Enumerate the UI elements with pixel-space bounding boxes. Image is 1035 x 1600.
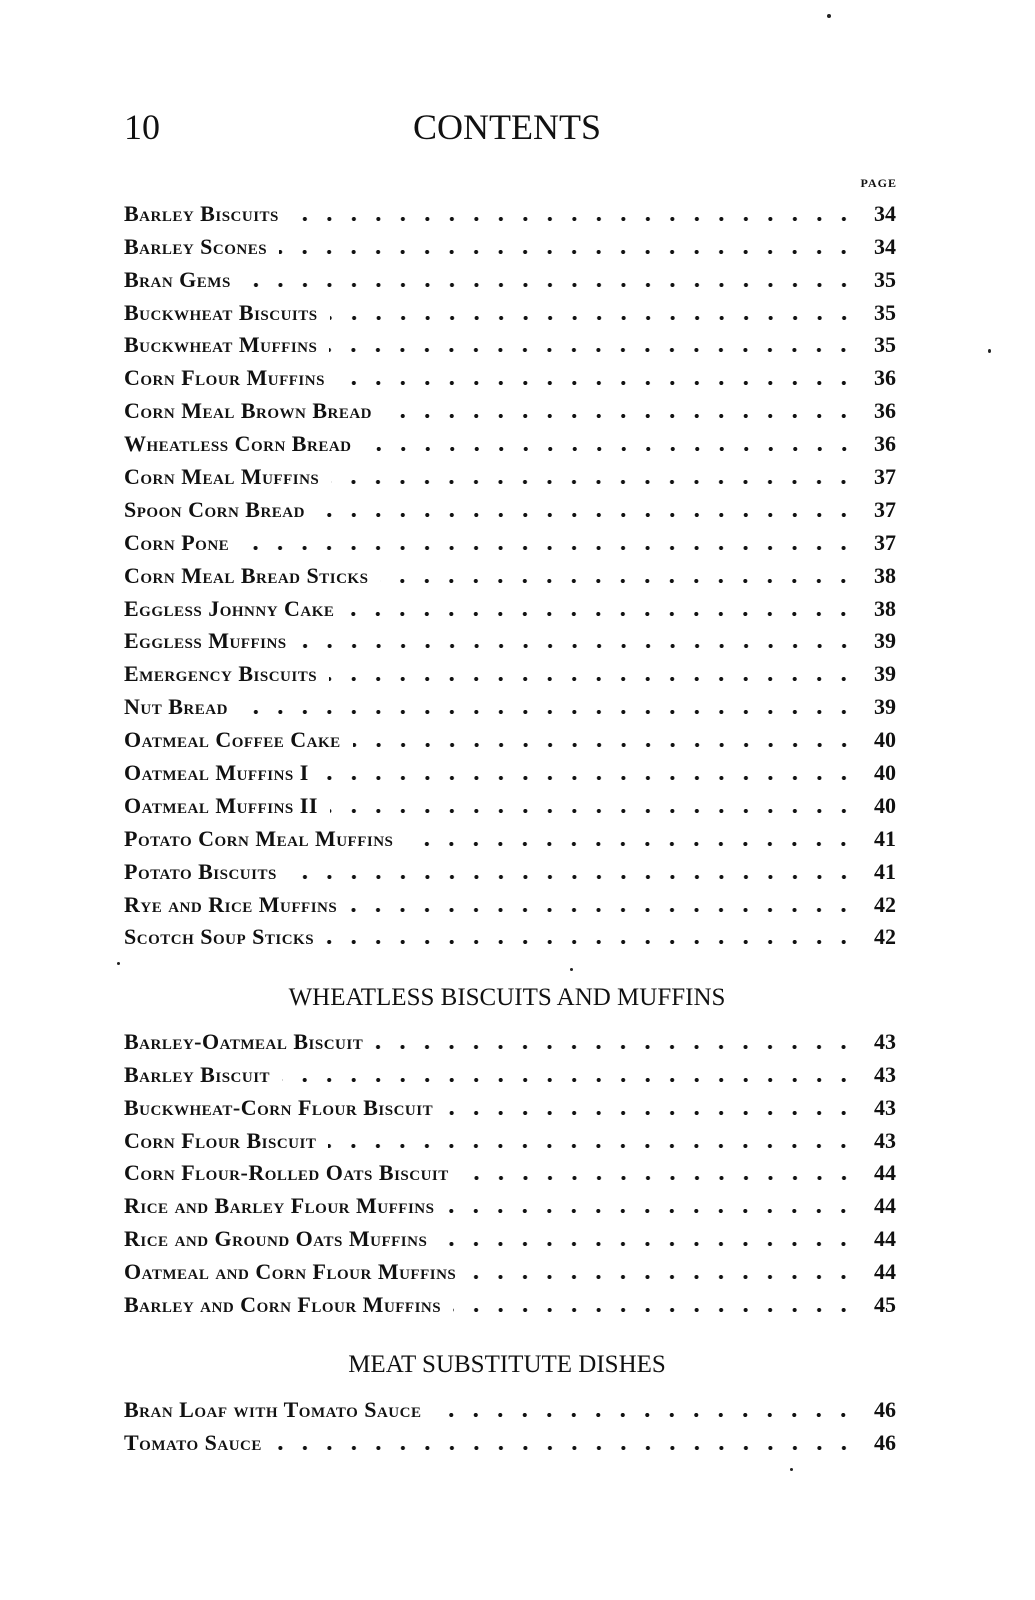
- contents-entry: [124, 358, 896, 391]
- dot-leader: [328, 1143, 856, 1149]
- entry-title: Rice and Barley Flour Muffins: [124, 1193, 435, 1219]
- dot-leader: [364, 446, 857, 452]
- contents-list: [124, 1390, 896, 1456]
- contents-entry: [124, 885, 896, 918]
- contents-entry: [124, 1088, 896, 1121]
- entry-page-number: 41: [874, 858, 896, 884]
- entry-title: Buckwheat Muffins: [124, 332, 318, 358]
- entry-page-number: 35: [874, 299, 896, 325]
- dot-leader: [433, 1412, 856, 1418]
- entry-title: Corn Flour Muffins: [124, 365, 325, 391]
- contents-list: [124, 1022, 896, 1318]
- entry-page-number: 39: [874, 628, 896, 654]
- entry-page-number: 42: [874, 891, 896, 917]
- contents-entry: [124, 720, 896, 753]
- dot-leader: [375, 1044, 856, 1050]
- entry-title: Wheatless Corn Bread: [124, 431, 352, 457]
- entry-page-number: 37: [874, 496, 896, 522]
- contents-list: [124, 194, 896, 950]
- dot-leader: [346, 611, 856, 617]
- dot-leader: [446, 1208, 856, 1214]
- scan-speck: [117, 962, 120, 965]
- contents-entry: [124, 260, 896, 293]
- page-number: 10: [124, 107, 160, 147]
- contents-entry: [124, 391, 896, 424]
- entry-title: Scotch Soup Sticks: [124, 924, 315, 950]
- section-heading: MEAT SUBSTITUTE DISHES: [348, 1351, 666, 1378]
- dot-leader: [330, 315, 856, 321]
- dot-leader: [299, 643, 856, 649]
- entry-title: Barley Scones: [124, 233, 268, 259]
- entry-page-number: 42: [874, 924, 896, 950]
- entry-page-number: 43: [874, 1061, 896, 1087]
- dot-leader: [380, 578, 856, 584]
- entry-title: Barley-Oatmeal Biscuit: [124, 1028, 364, 1054]
- entry-title: Barley and Corn Flour Muffins: [124, 1292, 442, 1318]
- dot-leader: [349, 907, 856, 913]
- dot-leader: [445, 1110, 856, 1116]
- contents-entry: [124, 589, 896, 622]
- entry-title: Corn Pone: [124, 529, 230, 555]
- entry-title: Spoon Corn Bread: [124, 496, 305, 522]
- contents-entry: [124, 1121, 896, 1154]
- contents-entry: [124, 786, 896, 819]
- contents-entry: [124, 852, 896, 885]
- contents-entry: [124, 457, 896, 490]
- dot-leader: [468, 1274, 856, 1280]
- entry-page-number: 37: [874, 529, 896, 555]
- entry-page-number: 38: [874, 562, 896, 588]
- scan-speck: [988, 349, 991, 353]
- entry-title: Oatmeal and Corn Flour Muffins: [124, 1259, 457, 1285]
- contents-entry: [124, 556, 896, 589]
- entry-page-number: 46: [874, 1429, 896, 1455]
- entry-title: Barley Biscuit: [124, 1061, 271, 1087]
- contents-entry: [124, 918, 896, 951]
- entry-title: Potato Corn Meal Muffins: [124, 825, 394, 851]
- contents-entry: [124, 1423, 896, 1456]
- scan-speck: [570, 968, 573, 971]
- contents-entry: [124, 523, 896, 556]
- entry-title: Corn Meal Bread Sticks: [124, 562, 369, 588]
- dot-leader: [461, 1175, 856, 1181]
- dot-leader: [274, 1445, 856, 1451]
- entry-page-number: 35: [874, 332, 896, 358]
- entry-page-number: 35: [874, 266, 896, 292]
- dot-leader: [439, 1241, 856, 1247]
- scan-speck: [827, 14, 831, 18]
- contents-entry: [124, 1154, 896, 1187]
- entry-title: Rice and Ground Oats Muffins: [124, 1226, 428, 1252]
- contents-entry: [124, 1219, 896, 1252]
- entry-title: Potato Biscuits: [124, 858, 277, 884]
- section-heading: WHEATLESS BISCUITS AND MUFFINS: [288, 984, 726, 1011]
- scan-speck: [790, 1468, 793, 1471]
- dot-leader: [240, 709, 856, 715]
- entry-page-number: 44: [874, 1160, 896, 1186]
- dot-leader: [321, 775, 856, 781]
- dot-leader: [331, 479, 856, 485]
- contents-entry: [124, 1055, 896, 1088]
- entry-page-number: 39: [874, 694, 896, 720]
- entry-title: Corn Meal Muffins: [124, 464, 320, 490]
- contents-entry: [124, 654, 896, 687]
- contents-entry: [124, 490, 896, 523]
- dot-leader: [282, 1077, 856, 1083]
- entry-title: Buckwheat Biscuits: [124, 299, 318, 325]
- entry-page-number: 40: [874, 727, 896, 753]
- contents-entry: [124, 326, 896, 359]
- entry-title: Rye and Rice Muffins: [124, 891, 338, 917]
- entry-title: Bran Loaf with Tomato Sauce: [124, 1396, 422, 1422]
- contents-entry: [124, 753, 896, 786]
- entry-page-number: 34: [874, 233, 896, 259]
- contents-entry: [124, 194, 896, 227]
- entry-title: Barley Biscuits: [124, 200, 279, 226]
- entry-title: Bran Gems: [124, 266, 231, 292]
- dot-leader: [384, 413, 856, 419]
- dot-leader: [241, 545, 856, 551]
- contents-entry: [124, 1285, 896, 1318]
- dot-leader: [405, 841, 856, 847]
- dot-leader: [291, 216, 856, 222]
- entry-page-number: 36: [874, 365, 896, 391]
- entry-page-number: 45: [874, 1292, 896, 1318]
- page-header: [118, 100, 896, 150]
- entry-title: Nut Bread: [124, 694, 228, 720]
- entry-title: Emergency Biscuits: [124, 661, 318, 687]
- entry-page-number: 40: [874, 760, 896, 786]
- dot-leader: [243, 282, 856, 288]
- dot-leader: [337, 380, 856, 386]
- entry-title: Oatmeal Muffins I: [124, 760, 309, 786]
- dot-leader: [329, 347, 856, 353]
- page-title: CONTENTS: [413, 107, 601, 147]
- entry-page-number: 36: [874, 398, 896, 424]
- dot-leader: [453, 1307, 856, 1313]
- dot-leader: [330, 808, 856, 814]
- entry-page-number: 43: [874, 1028, 896, 1054]
- dot-leader: [317, 512, 856, 518]
- entry-page-number: 43: [874, 1127, 896, 1153]
- entry-page-number: 44: [874, 1259, 896, 1285]
- contents-entry: [124, 819, 896, 852]
- entry-page-number: 44: [874, 1193, 896, 1219]
- entry-page-number: 41: [874, 825, 896, 851]
- contents-entry: [124, 227, 896, 260]
- entry-page-number: 40: [874, 792, 896, 818]
- entry-title: Buckwheat-Corn Flour Biscuit: [124, 1094, 434, 1120]
- dot-leader: [326, 939, 856, 945]
- entry-title: Corn Flour Biscuit: [124, 1127, 317, 1153]
- entry-title: Oatmeal Muffins II: [124, 792, 318, 818]
- contents-entry: [124, 1022, 896, 1055]
- contents-entry: [124, 622, 896, 655]
- page-column-label: PAGE: [860, 176, 897, 190]
- dot-leader: [279, 249, 856, 255]
- entry-page-number: 37: [874, 464, 896, 490]
- entry-page-number: 44: [874, 1226, 896, 1252]
- entry-title: Corn Meal Brown Bread: [124, 398, 373, 424]
- contents-entry: [124, 687, 896, 720]
- contents-entry: [124, 1252, 896, 1285]
- entry-title: Eggless Johnny Cake: [124, 595, 335, 621]
- dot-leader: [289, 874, 856, 880]
- entry-page-number: 43: [874, 1094, 896, 1120]
- entry-page-number: 39: [874, 661, 896, 687]
- entry-title: Eggless Muffins: [124, 628, 287, 654]
- entry-page-number: 38: [874, 595, 896, 621]
- contents-entry: [124, 424, 896, 457]
- dot-leader: [353, 742, 856, 748]
- entry-page-number: 36: [874, 431, 896, 457]
- entry-title: Corn Flour-Rolled Oats Biscuit: [124, 1160, 449, 1186]
- contents-entry: [124, 293, 896, 326]
- entry-title: Tomato Sauce: [124, 1429, 262, 1455]
- contents-entry: [124, 1186, 896, 1219]
- contents-entry: [124, 1390, 896, 1423]
- entry-title: Oatmeal Coffee Cake: [124, 727, 341, 753]
- entry-page-number: 46: [874, 1396, 896, 1422]
- dot-leader: [329, 676, 856, 682]
- entry-page-number: 34: [874, 200, 896, 226]
